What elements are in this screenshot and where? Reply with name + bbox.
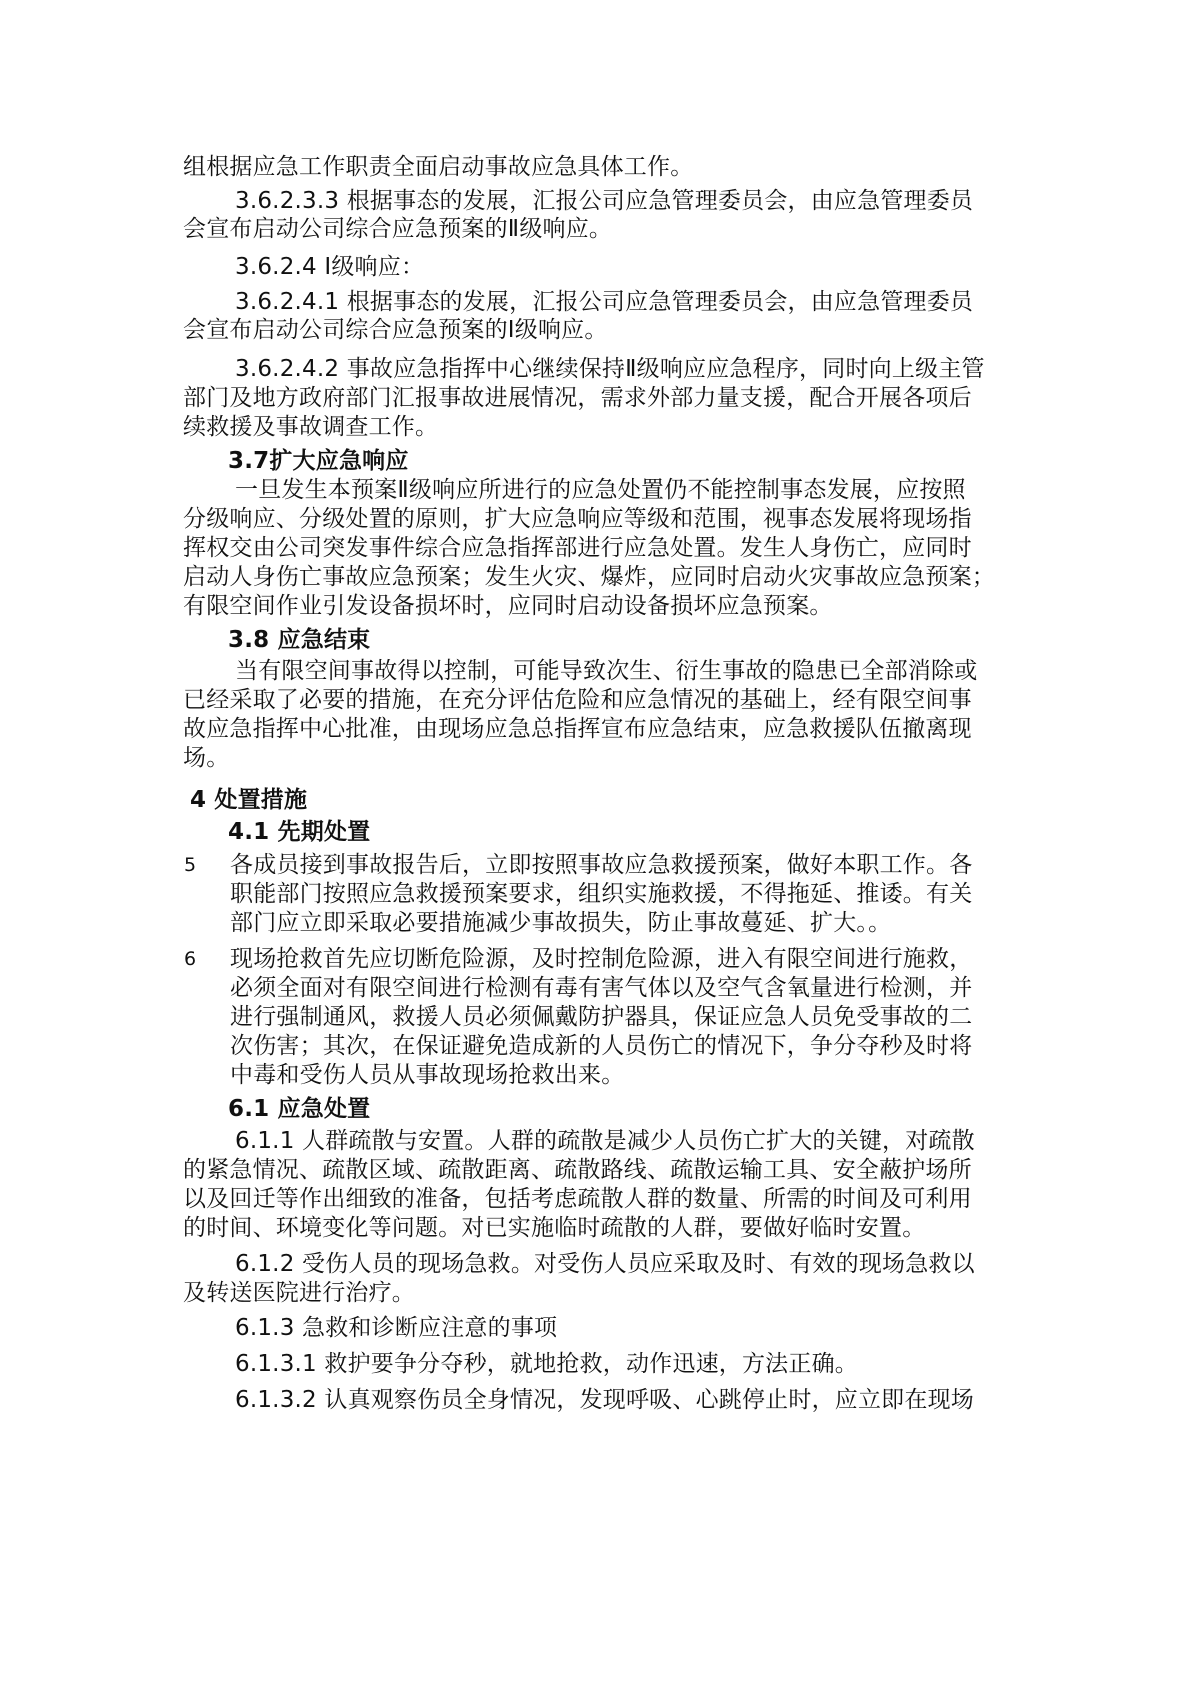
section-heading-3-7: 3.7扩大应急响应 bbox=[228, 448, 409, 474]
body-text-line: 及转送医院进行治疗。 bbox=[183, 1280, 415, 1306]
body-text-line: 6.1.3.2 认真观察伤员全身情况，发现呼吸、心跳停止时，应立即在现场 bbox=[235, 1387, 974, 1413]
section-heading-3-8: 3.8 应急结束 bbox=[228, 627, 371, 653]
body-text-line: 6.1.2 受伤人员的现场急救。对受伤人员应采取及时、有效的现场急救以 bbox=[235, 1251, 975, 1277]
chapter-heading-4: 4 处置措施 bbox=[190, 787, 308, 813]
list-item-text: 部门应立即采取必要措施减少事故损失，防止事故蔓延、扩大。。 bbox=[230, 910, 892, 936]
body-text-line: 以及回迁等作出细致的准备，包括考虑疏散人群的数量、所需的时间及可利用 bbox=[183, 1186, 972, 1212]
body-text-line: 启动人身伤亡事故应急预案；发生火灾、爆炸，应同时启动火灾事故应急预案； bbox=[183, 564, 995, 590]
body-text-line: 的时间、环境变化等问题。对已实施临时疏散的人群，要做好临时安置。 bbox=[183, 1215, 926, 1241]
section-heading-3-6-2-4: 3.6.2.4 Ⅰ级响应： bbox=[235, 254, 425, 280]
body-text-line: 3.6.2.4.2 事故应急指挥中心继续保持Ⅱ级响应应急程序，同时向上级主管 bbox=[235, 356, 985, 382]
list-item-text: 进行强制通风，救援人员必须佩戴防护器具，保证应急人员免受事故的二 bbox=[230, 1004, 973, 1030]
body-text-line: 故应急指挥中心批准，由现场应急总指挥宣布应急结束，应急救援队伍撤离现 bbox=[183, 716, 972, 742]
body-text-line: 组根据应急工作职责全面启动事故应急具体工作。 bbox=[183, 154, 694, 180]
body-text-line: 6.1.3.1 救护要争分夺秒，就地抢救，动作迅速，方法正确。 bbox=[235, 1351, 858, 1377]
body-text-line: 分级响应、分级处置的原则，扩大应急响应等级和范围，视事态发展将现场指 bbox=[183, 506, 972, 532]
body-text-line: 当有限空间事故得以控制，可能导致次生、衍生事故的隐患已全部消除或 bbox=[235, 658, 978, 684]
list-item-text: 现场抢救首先应切断危险源，及时控制危险源，进入有限空间进行施救， bbox=[230, 946, 973, 972]
list-number: 5 bbox=[184, 854, 197, 876]
body-text-line: 部门及地方政府部门汇报事故进展情况，需求外部力量支援，配合开展各项后 bbox=[183, 385, 972, 411]
body-text-line: 的紧急情况、疏散区域、疏散距离、疏散路线、疏散运输工具、安全蔽护场所 bbox=[183, 1157, 972, 1183]
body-text-line: 6.1.3 急救和诊断应注意的事项 bbox=[235, 1315, 558, 1341]
section-heading-6-1: 6.1 应急处置 bbox=[228, 1096, 371, 1122]
body-text-line: 场。 bbox=[183, 745, 230, 771]
section-heading-4-1: 4.1 先期处置 bbox=[228, 819, 371, 845]
body-text-line: 3.6.2.3.3 根据事态的发展，汇报公司应急管理委员会，由应急管理委员 bbox=[235, 188, 974, 214]
body-text-line: 有限空间作业引发设备损坏时，应同时启动设备损坏应急预案。 bbox=[183, 593, 833, 619]
body-text-line: 挥权交由公司突发事件综合应急指挥部进行应急处置。发生人身伤亡，应同时 bbox=[183, 535, 972, 561]
body-text-line: 6.1.1 人群疏散与安置。人群的疏散是减少人员伤亡扩大的关键，对疏散 bbox=[235, 1128, 975, 1154]
list-item-text: 必须全面对有限空间进行检测有毒有害气体以及空气含氧量进行检测，并 bbox=[230, 975, 973, 1001]
list-item-text: 中毒和受伤人员从事故现场抢救出来。 bbox=[230, 1062, 625, 1088]
list-item-text: 次伤害；其次，在保证避免造成新的人员伤亡的情况下，争分夺秒及时将 bbox=[230, 1033, 973, 1059]
body-text-line: 一旦发生本预案Ⅱ级响应所进行的应急处置仍不能控制事态发展，应按照 bbox=[235, 477, 966, 503]
list-item-text: 各成员接到事故报告后，立即按照事故应急救援预案，做好本职工作。各 bbox=[230, 852, 973, 878]
body-text-line: 3.6.2.4.1 根据事态的发展，汇报公司应急管理委员会，由应急管理委员 bbox=[235, 289, 974, 315]
body-text-line: 会宣布启动公司综合应急预案的Ⅰ级响应。 bbox=[183, 317, 608, 343]
list-number: 6 bbox=[184, 948, 197, 970]
body-text-line: 已经采取了必要的措施，在充分评估危险和应急情况的基础上，经有限空间事 bbox=[183, 687, 972, 713]
body-text-line: 会宣布启动公司综合应急预案的Ⅱ级响应。 bbox=[183, 216, 613, 242]
body-text-line: 续救援及事故调查工作。 bbox=[183, 414, 439, 440]
list-item-text: 职能部门按照应急救援预案要求，组织实施救援，不得拖延、推诿。有关 bbox=[230, 881, 973, 907]
